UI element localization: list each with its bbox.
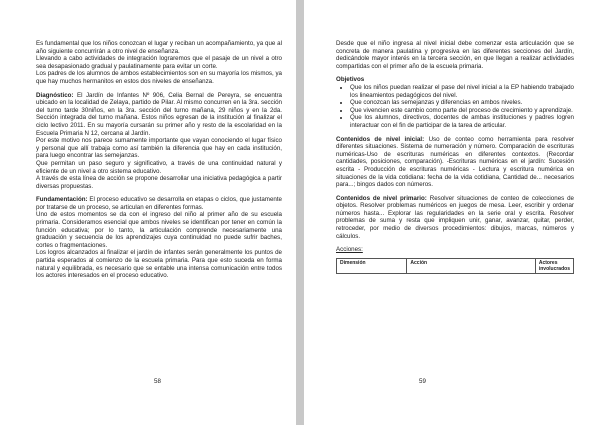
table-header-cell: Acción — [407, 258, 535, 273]
left-page — [0, 0, 296, 425]
contenidos-primario-heading: Contenidos de nivel primario: — [336, 194, 427, 202]
paragraph: A través de esta línea de acción se propone desarrollar una iniciativa pedagógica a partir diversas propuestas. — [36, 175, 282, 190]
fundamentacion-text: El proceso educativo se desarrolla en etapas o ciclos, que justamente por tratarse de un proceso, se articulan en diferentes formas. — [36, 196, 282, 211]
diagnostico-paragraph — [36, 92, 282, 138]
table-header-row — [337, 258, 574, 273]
table-header-cell: Dimensión — [337, 258, 407, 273]
book-gutter — [296, 0, 304, 425]
intro-paragraph: Desde que el niño ingresa al nivel inicial debe comenzar esta articulación que se concreta de manera paulatina y progresiva en las diferentes secciones del Jardín, dedicándole mayor interés en la tercera sección, en que llegan a realizar actividades compartidas con el primer año de la escuela primaria. — [336, 40, 574, 70]
table-header-cell: Actores involucrados — [535, 258, 573, 273]
paragraph: Llevando a cabo actividades de integración lograremos que el pasaje de un nivel a otro sea desapasionado gradual y paulatinamente para evitar un corte. — [36, 55, 282, 70]
objetivos-list — [336, 84, 574, 130]
paragraph: Es fundamental que los niños conozcan el lugar y reciban un acompañamiento, ya que al año siguiente concurrirán a otro nivel de enseñanza. — [36, 40, 282, 55]
diagnostico-heading: Diagnóstico: — [36, 91, 74, 99]
contenidos-primario-paragraph — [336, 195, 574, 241]
paragraph: Uno de estos momentos se da con el ingreso del niño al primer año de su escuela primaria. Consideramos esencial que ambos niveles se identifican por tener en común la función educativa; por lo tanto, la articulación comprende necesariamente una graduación y secuencia de los aprendizajes cuya continuidad no puede sufrir baches, cortes o fragmentaciones. — [36, 211, 282, 249]
list-item: • Que vivencien este cambio como parte del proceso de crecimiento y aprendizaje. — [350, 107, 574, 115]
objetivos-heading: Objetivos — [336, 76, 365, 84]
fundamentacion-paragraph — [36, 196, 282, 211]
acciones-heading: Acciones: — [336, 246, 363, 254]
diagnostico-text: El Jardín de Infantes Nº 906, Celia Bernal de Pereyra, se encuentra ubicado en la localidad de Zelaya, partido de Pilar. Al mismo concurren en la 3ra. sección del turno tarde 30niños, en la 3ra. sección del turno mañana, 29 niños y en la 2da. Sección integrada del turno mañana. Estos niños egresan de la institución al finalizar el ciclo lectivo 2011. En su mayoría cursarán su primer año y resto de la escolaridad en la Escuela Primaria N 12, cercana al Jardín. — [36, 91, 282, 137]
contenidos-inicial-text: Uso de conteo como herramienta para resolver diferentes situaciones. Sistema de numeración y número. Comparación de escrituras numéricas-Uso de escrituras numéricas en diferentes contextos. (Recordar cantidades, posiciones, comparación). -Escrituras numéricas en el jardín: Sucesión escrita - Producción de escrituras numéricas - Lectura y escritura numérica en situaciones de la vida cotidiana: fecha de la vida cotidiana, Cantidad de... necesarios para...; bingos dados con números. — [336, 135, 574, 189]
page-number: 59 — [419, 378, 426, 385]
contenidos-inicial-paragraph — [336, 136, 574, 189]
list-item: • Que los alumnos, directivos, docentes de ambas instituciones y padres logren interactuar con el fin de participar de la tarea de articular. — [350, 114, 574, 129]
page-number: 58 — [154, 378, 161, 385]
paragraph: Que permitan un paso seguro y significativo, a través de una continuidad natural y eficiente de un nivel a otro sistema educativo. — [36, 159, 282, 175]
list-item: • Que los niños puedan realizar el pase del nivel inicial a la EP habiendo trabajado los lineamientos pedagógicos del nivel. — [350, 84, 574, 99]
contenidos-inicial-heading: Contenidos de nivel inicial: — [336, 135, 425, 143]
right-page — [304, 0, 600, 425]
paragraph: Los logros alcanzados al finalizar el jardín de infantes serán generalmente los puntos de partida esperados al comienzo de la escuela primaria. Para que esto suceda en forma natural y equilibrada, es necesario que se entable una intensa comunicación entre todos los actores interesados en el proceso educativo. — [36, 249, 282, 280]
contenidos-primario-text: Resolver situaciones de conteo de colecciones de objetos. Resolver problemas numéricos en juegos de mesa. Leer, escribir y ordenar números hasta... Explorar las regularidades en la serie oral y escrita. Resolver problemas de suma y resta que impliquen unir, ganar, avanzar, quitar, perder, retroceder, por medio de diversos procedimientos: dibujos, marcas, números y cálculos. — [336, 194, 574, 240]
paragraph: Por este motivo nos parece sumamente importante que vayan conociendo el lugar físico y personal que allí trabaja como así también la diferencia que hay en cada institución, para luego encontrar las semejanzas. — [36, 137, 282, 160]
paragraph: Los padres de los alumnos de ambos establecimientos son en su mayoría los mismos, ya que hay muchos hermanitos en estos dos niveles de enseñanza. — [36, 70, 282, 85]
list-item: • Que conozcan las semejanzas y diferencias en ambos niveles. — [350, 99, 574, 107]
acciones-table — [336, 258, 574, 274]
fundamentacion-heading: Fundamentación: — [36, 196, 88, 204]
